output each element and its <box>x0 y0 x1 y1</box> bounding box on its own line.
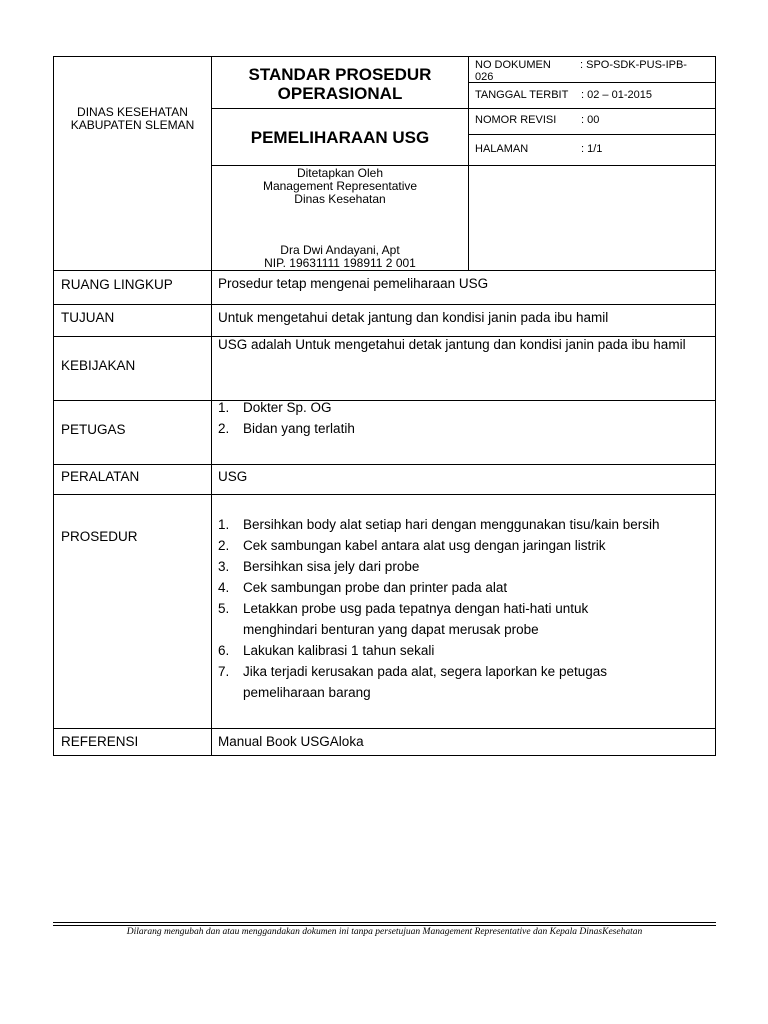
signer-nip: NIP. 19631111 198911 2 001 <box>264 256 416 270</box>
label-ruang-lingkup: RUANG LINGKUP <box>61 277 173 292</box>
list-item <box>218 640 712 661</box>
list-item <box>218 397 710 418</box>
list-item <box>218 556 712 577</box>
list-item <box>218 598 712 640</box>
list-number: 7. <box>218 664 230 679</box>
label-peralatan: PERALATAN <box>61 469 140 484</box>
label-referensi: REFERENSI <box>61 734 139 749</box>
approval-line3: Dinas Kesehatan <box>294 192 386 206</box>
list-item-text: Letakkan probe usg pada tepatnya dengan hati-hati untuk menghindari benturan yang dapat merusak probe <box>243 601 589 637</box>
meta-value-tanggal-terbit: : 02 – 01-2015 <box>581 89 652 101</box>
meta-value-no-dokumen: : SPO-SDK-PUS-IPB-026 <box>475 59 687 83</box>
list-number: 1. <box>218 517 230 532</box>
list-item <box>218 418 710 439</box>
list-item-text: Bersihkan body alat setiap hari dengan menggunakan tisu/kain bersih <box>243 517 660 532</box>
list-number: 3. <box>218 559 230 574</box>
label-petugas: PETUGAS <box>61 422 126 437</box>
label-tujuan: TUJUAN <box>61 310 115 325</box>
list-item-text: Bersihkan sisa jely dari probe <box>243 559 420 574</box>
list-number: 2. <box>218 421 230 436</box>
content-kebijakan: USG adalah Untuk mengetahui detak jantung dan kondisi janin pada ibu hamil <box>218 337 686 352</box>
meta-label-halaman: HALAMAN <box>475 143 529 155</box>
label-prosedur: PROSEDUR <box>61 529 138 544</box>
list-item <box>218 514 712 535</box>
meta-label-tanggal-terbit: TANGGAL TERBIT <box>475 89 569 101</box>
approval-line1: Ditetapkan Oleh <box>296 166 384 180</box>
list-number: 6. <box>218 643 230 658</box>
approval-line2: Management Representative <box>262 179 418 193</box>
signer-name: Dra Dwi Andayani, Apt <box>280 243 400 257</box>
list-item-text: Cek sambungan probe dan printer pada alat <box>243 580 508 595</box>
meta-label-nomor-revisi: NOMOR REVISI <box>475 114 557 126</box>
list-number: 2. <box>218 538 230 553</box>
doc-title: PEMELIHARAAN USG <box>250 128 430 147</box>
footer-note: Dilarang mengubah dan atau menggandakan dokumen ini tanpa persetujuan Management Representative dan Kepala DinasKesehatan <box>126 927 643 937</box>
list-item-text: Bidan yang terlatih <box>243 421 355 436</box>
prosedur-list <box>218 514 712 703</box>
content-peralatan: USG <box>218 469 248 484</box>
meta-label-no-dokumen: NO DOKUMEN <box>475 59 551 71</box>
content-ruang-lingkup: Prosedur tetap mengenai pemeliharaan USG <box>218 276 489 291</box>
label-kebijakan: KEBIJAKAN <box>61 358 136 373</box>
list-item-text: Dokter Sp. OG <box>243 400 332 415</box>
list-number: 5. <box>218 601 230 616</box>
list-item <box>218 535 712 556</box>
meta-value-nomor-revisi: : 00 <box>581 114 600 126</box>
list-number: 4. <box>218 580 230 595</box>
list-item-text: Lakukan kalibrasi 1 tahun sekali <box>243 643 435 658</box>
list-item <box>218 661 712 703</box>
list-item-text: Jika terjadi kerusakan pada alat, segera laporkan ke petugas pemeliharaan barang <box>243 664 607 700</box>
content-tujuan: Untuk mengetahui detak jantung dan kondisi janin pada ibu hamil <box>218 310 609 325</box>
list-item <box>218 577 712 598</box>
org-name: DINAS KESEHATAN KABUPATEN SLEMAN <box>70 105 195 132</box>
list-number: 1. <box>218 400 230 415</box>
petugas-list <box>218 397 710 439</box>
doc-type-title: STANDAR PROSEDUR OPERASIONAL <box>248 65 432 103</box>
meta-value-halaman: : 1/1 <box>581 143 603 155</box>
list-item-text: Cek sambungan kabel antara alat usg dengan jaringan listrik <box>243 538 606 553</box>
content-referensi: Manual Book USGAloka <box>218 734 364 749</box>
